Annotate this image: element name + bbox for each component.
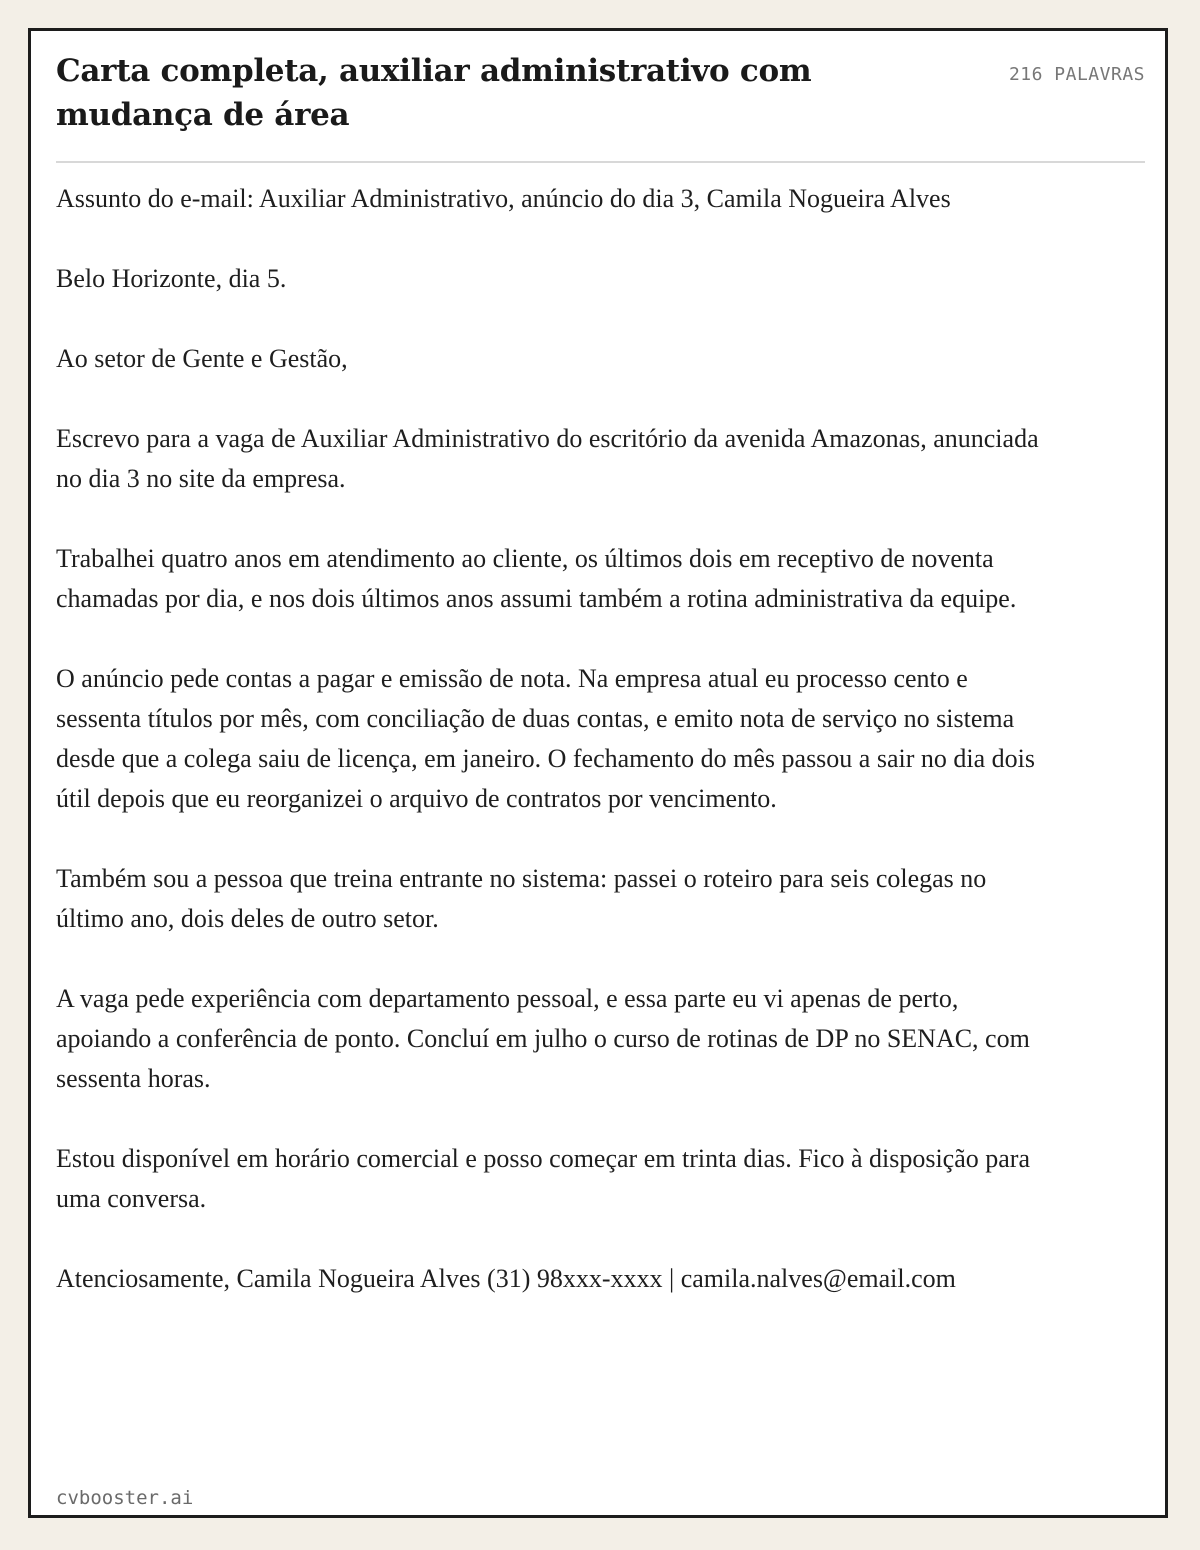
letter-card <box>28 28 1168 1518</box>
letter-paragraph: Escrevo para a vaga de Auxiliar Administrativo do escritório da avenida Amazonas, anunciada no dia 3 no site da empresa. <box>56 424 1039 493</box>
letter-paragraph: Também sou a pessoa que treina entrante no sistema: passei o roteiro para seis colegas no último ano, dois deles de outro setor. <box>56 864 987 933</box>
letter-paragraph: O anúncio pede contas a pagar e emissão de nota. Na empresa atual eu processo cento e sessenta títulos por mês, com conciliação de duas contas, e emito nota de serviço no sistema desde que a colega saiu de licença, em janeiro. O fechamento do mês passou a sair no dia dois útil depois que eu reorganizei o arquivo de contratos por vencimento. <box>56 664 1035 813</box>
email-subject: Assunto do e-mail: Auxiliar Administrativo, anúncio do dia 3, Camila Nogueira Alves <box>56 184 951 213</box>
letter-paragraph: Trabalhei quatro anos em atendimento ao cliente, os últimos dois em receptivo de noventa chamadas por dia, e nos dois últimos anos assumi também a rotina administrativa da equipe. <box>56 544 1017 613</box>
letter-header <box>56 49 1145 163</box>
page-title: Carta completa, auxiliar administrativo com mudança de área <box>56 53 812 133</box>
letter-paragraph: A vaga pede experiência com departamento pessoal, e essa parte eu vi apenas de perto, apoiando a conferência de ponto. Concluí em julho o curso de rotinas de DP no SENAC, com sessenta horas. <box>56 984 1030 1093</box>
letter-body <box>56 179 1041 1299</box>
signature: Atenciosamente, Camila Nogueira Alves (31) 98xxx-xxxx | camila.nalves@email.com <box>56 1264 956 1293</box>
word-count-badge: 216 PALAVRAS <box>1008 64 1145 85</box>
brand-watermark: cvbooster.ai <box>56 1487 194 1509</box>
letter-paragraph: Estou disponível em horário comercial e posso começar em trinta dias. Fico à disposição para uma conversa. <box>56 1144 1030 1213</box>
greeting: Ao setor de Gente e Gestão, <box>56 344 348 373</box>
place-date: Belo Horizonte, dia 5. <box>56 264 287 293</box>
